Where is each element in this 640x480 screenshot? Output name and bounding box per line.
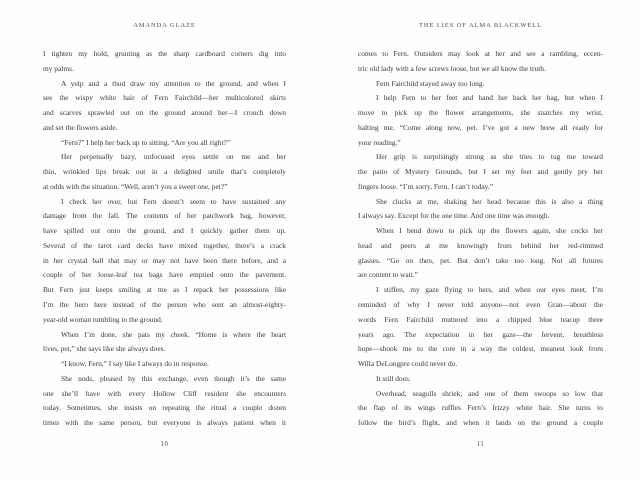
body-text-line: She nods, pleased by this exchange, even though it’s the same bbox=[61, 373, 286, 383]
running-header-author: AMANDA GLAZE bbox=[133, 22, 196, 29]
body-text-line: times with the same person, but everyone is always patient when it bbox=[43, 418, 286, 428]
body-text-line: my palms. bbox=[43, 63, 74, 73]
body-text-line: in her crystal ball that may or may not have been there before, and a bbox=[43, 255, 286, 265]
body-text-line: have spilled out onto the ground, and I quickly gather them up. bbox=[43, 226, 286, 236]
body-text-line: and scarves sprawled out on the ground around her—I crouch down bbox=[43, 108, 286, 118]
body-text-line: I’m the hero here instead of the person who sent an almost-eighty- bbox=[43, 300, 286, 310]
body-text-line: year-old woman tumbling to the ground. bbox=[43, 314, 163, 324]
body-text-line: When I bend down to pick up the flowers again, she cocks her bbox=[376, 226, 603, 236]
body-text-line: today. Sometimes, she insists on repeating the ritual a couple dozen bbox=[43, 403, 286, 413]
running-header-title: THE LIES OF ALMA BLACKWELL bbox=[418, 22, 543, 29]
body-text-line: Fern Fairchild stayed away too long. bbox=[376, 78, 485, 88]
body-text-line: Overhead, seagulls shriek, and one of them swoops so low that bbox=[376, 388, 603, 398]
body-text-line: A yelp and a thud draw my attention to the ground, and when I bbox=[61, 78, 286, 88]
body-text-line: couple of her loose-leaf tea bags have emptied onto the pavement. bbox=[43, 270, 286, 280]
body-text-line: I tighten my hold, grunting as the sharp cardboard corners dig into bbox=[43, 49, 286, 58]
body-text-line: When I’m done, she pats my cheek. “Home is where the heart bbox=[61, 329, 286, 339]
body-text-line: “Fern?” I help her back up to sitting. “Are you all right?” bbox=[61, 137, 231, 147]
body-text-line: reminded of why I never told anyone—not even Gran—about the bbox=[358, 300, 603, 310]
body-text-line: I stiffen, my gaze flying to hers, and when our eyes meet, I’m bbox=[376, 285, 603, 295]
page-number-left: 10 bbox=[160, 441, 169, 448]
body-text-line: Several of the tarot card decks have mixed together, there’s a crack bbox=[43, 240, 286, 250]
body-text-line: “I know, Fern,” I say like I always do in response. bbox=[61, 359, 209, 369]
body-text-line: comes to Fern. Outsiders may look at her and see a rambling, eccen- bbox=[358, 49, 603, 58]
body-text-line: follow the bird’s flight, and when it lands on the ground a couple bbox=[358, 418, 603, 428]
body-text-line: and set the flowers aside. bbox=[43, 122, 118, 132]
body-text-line: Her perpetually hazy, unfocused eyes settle on me and her bbox=[61, 152, 286, 162]
body-text-line: Willa DeLongpre could never do. bbox=[358, 359, 458, 369]
body-text-line: I help Fern to her feet and hand her back her bag, but when I bbox=[376, 93, 603, 103]
body-text-line: move to pick up the flower arrangements, she snatches my wrist, bbox=[358, 108, 603, 118]
body-text-line: thin, wrinkled lips break out in a delighted smile that’s completely bbox=[43, 167, 286, 177]
body-text-line: your reading.” bbox=[358, 137, 401, 147]
body-text-line: I always say. Except for the one time. And one time was enough. bbox=[358, 211, 550, 221]
page-body-left bbox=[43, 47, 286, 431]
body-text-line: But Fern just keeps smiling at me as I repack her possessions like bbox=[43, 285, 286, 295]
page-body-right bbox=[358, 47, 603, 431]
body-text-line: glasses. “Go on then, pet. But don’t take too long. Not all futures bbox=[358, 255, 603, 265]
body-text-line: are content to wait.” bbox=[358, 270, 418, 280]
body-text-line: Her grip is surprisingly strong as she tries to tug me toward bbox=[376, 152, 603, 162]
body-text-line: see the wispy white hair of Fern Fairchild—her multicolored skirts bbox=[43, 93, 286, 103]
body-text-line: She clucks at me, shaking her head because this is also a thing bbox=[376, 196, 603, 206]
body-text-line: hope—shook me to the core in a way the coldest, meanest look from bbox=[358, 344, 603, 354]
body-text-line: head and peers at me knowingly from behind her red-rimmed bbox=[358, 240, 603, 250]
body-text-line: one she’ll have with every Hollow Cliff resident she encounters bbox=[43, 388, 286, 398]
body-text-line: damage from the fall. The contents of her patchwork bag, however, bbox=[43, 211, 286, 221]
body-text-line: words Fern Fairchild muttered into a chipped blue teacup three bbox=[358, 314, 603, 324]
page-number-right: 11 bbox=[476, 441, 485, 448]
body-text-line: lives, pet,” she says like she always does. bbox=[43, 344, 166, 354]
body-text-line: the flap of its wings ruffles Fern’s frizzy white hair. She turns to bbox=[358, 403, 603, 413]
page-right bbox=[358, 0, 603, 480]
page-left bbox=[43, 0, 286, 480]
body-text-line: tric old lady with a few screws loose, but we all know the truth. bbox=[358, 63, 546, 73]
body-text-line: halting me. “Come along now, pet. I’ve got a new brew all ready for bbox=[358, 122, 603, 132]
body-text-line: the patio of Mystery Grounds, but I set my feet and gently pry her bbox=[358, 167, 603, 177]
body-text-line: I check her over, but Fern doesn’t seem to have sustained any bbox=[61, 196, 286, 206]
body-text-line: years ago. The expectation in her gaze—the fervent, breathless bbox=[358, 329, 603, 339]
body-text-line: fingers loose. “I’m sorry, Fern. I can’t today.” bbox=[358, 181, 493, 191]
body-text-line: It still does. bbox=[376, 373, 411, 383]
body-text-line: at odds with the situation. “Well, aren’t you a sweet one, pet?” bbox=[43, 181, 228, 191]
